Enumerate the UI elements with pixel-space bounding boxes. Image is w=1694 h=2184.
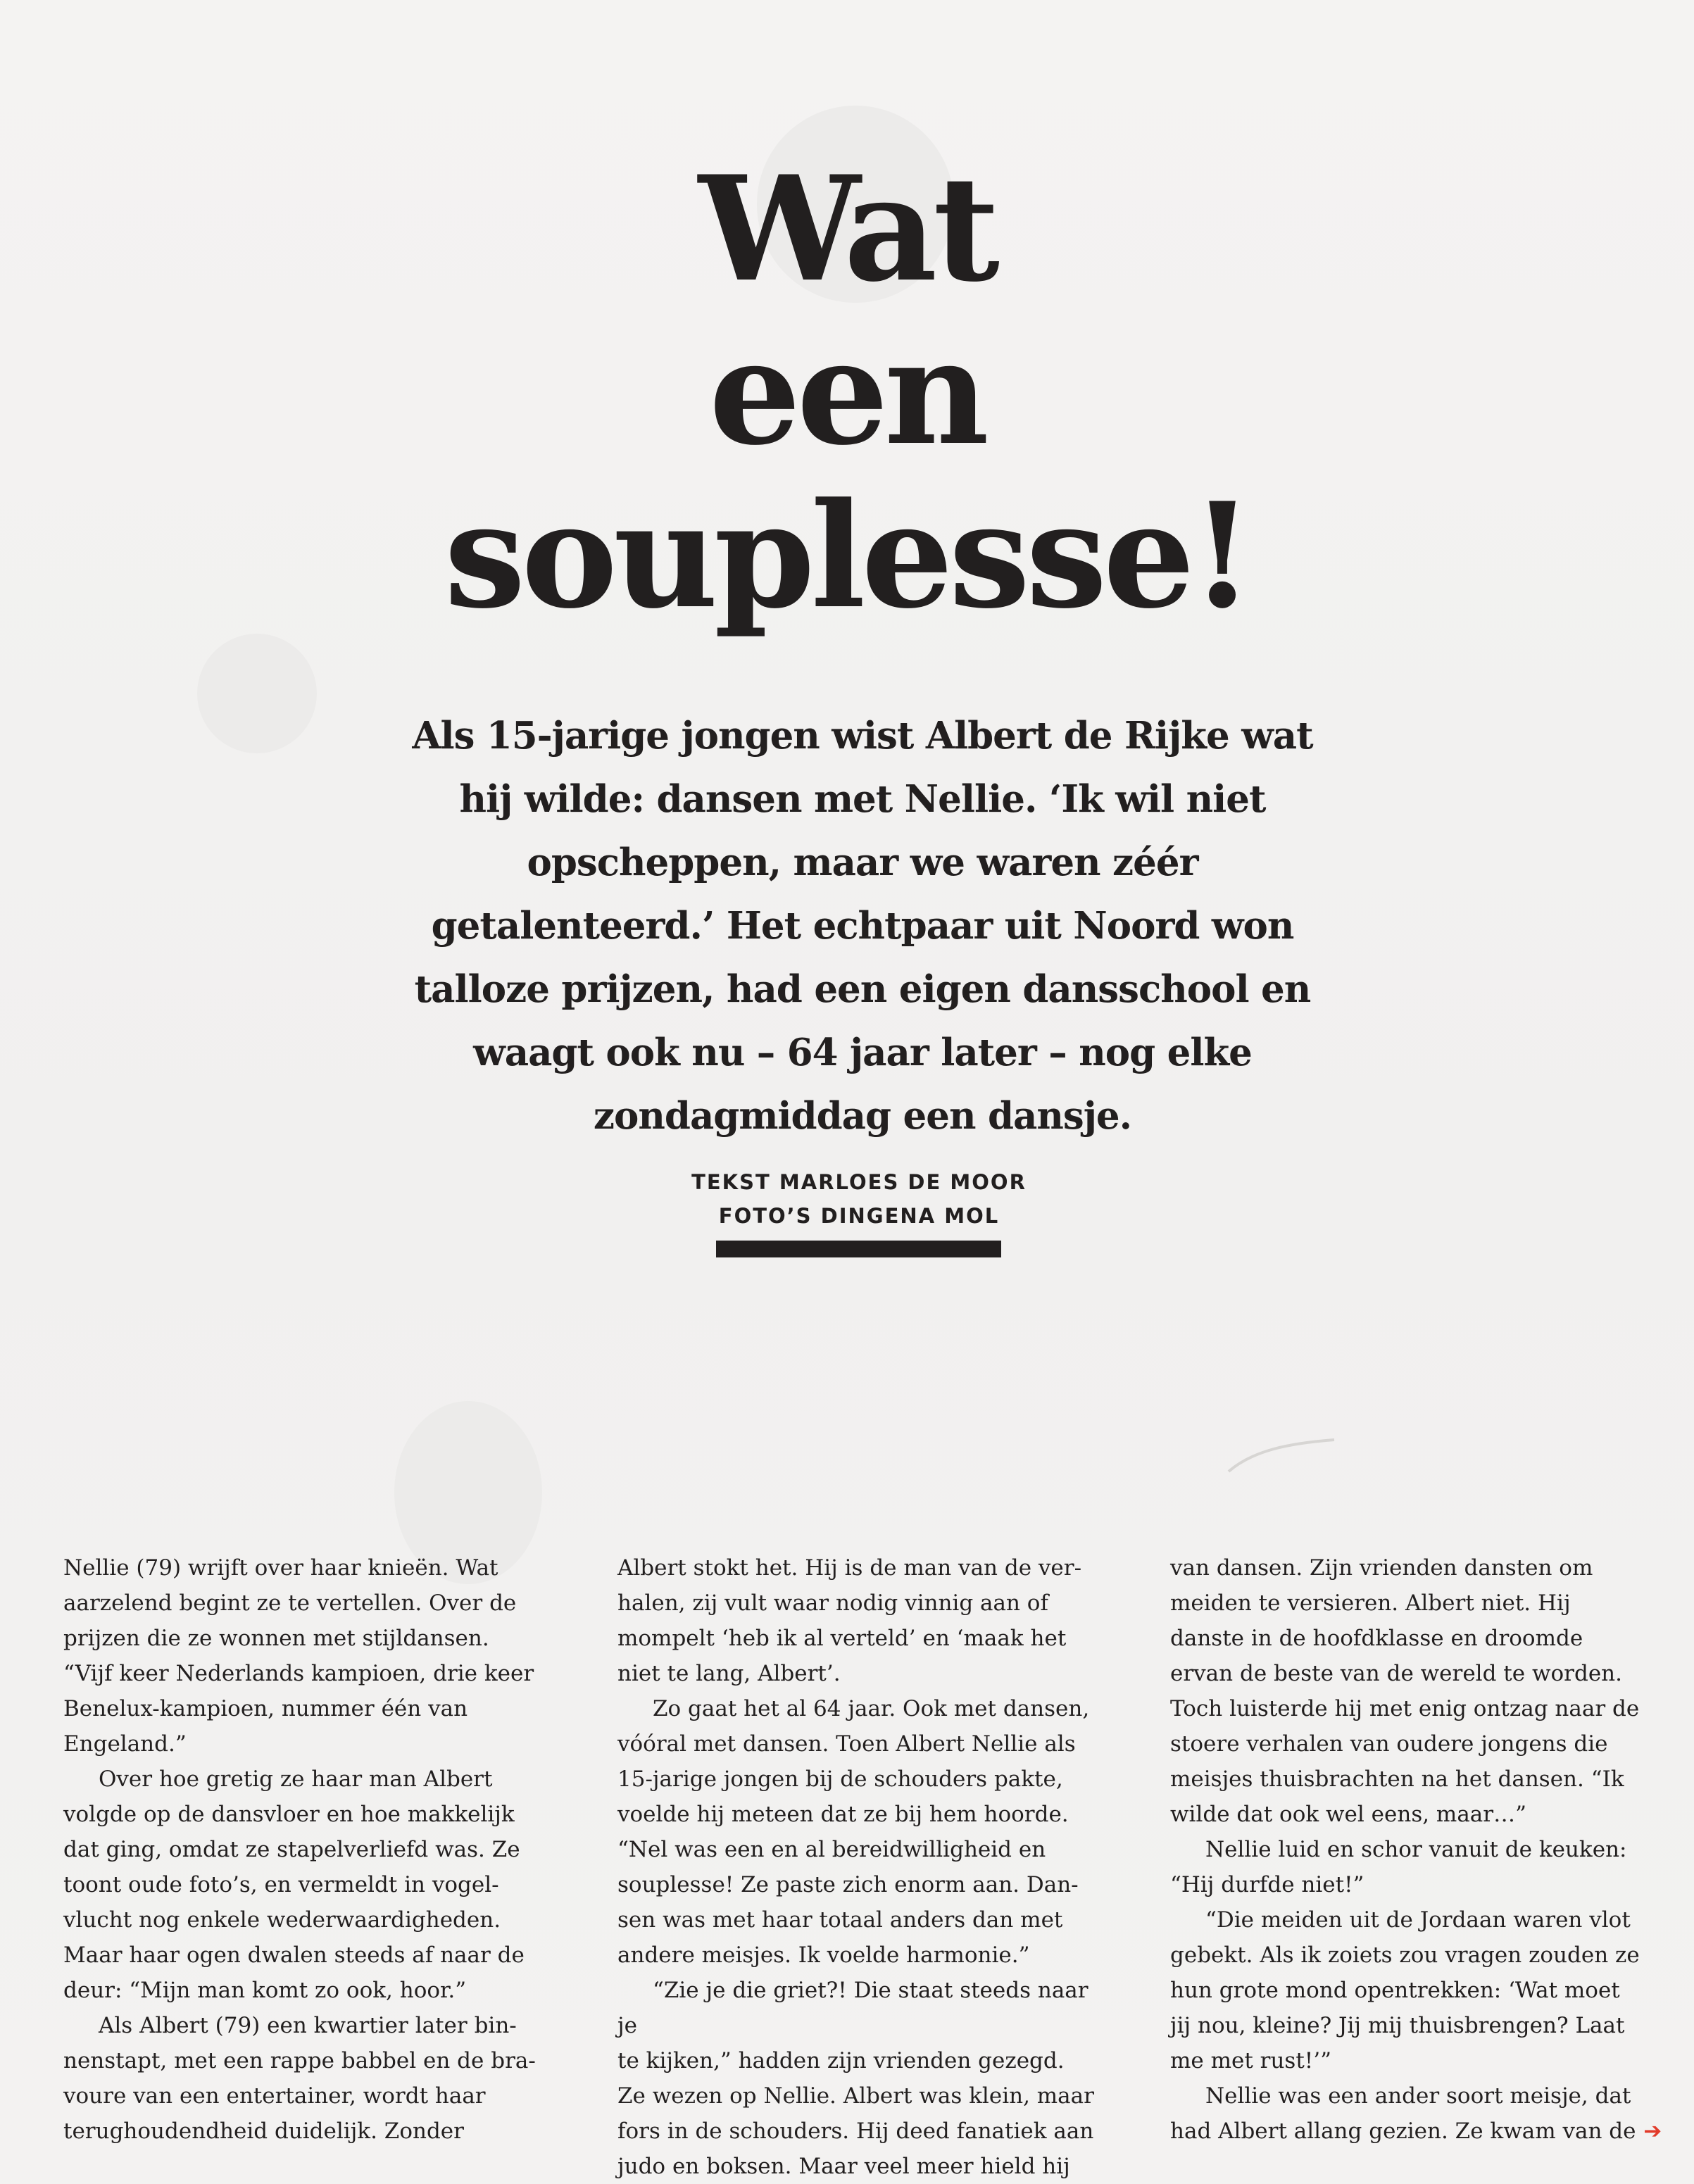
body-text-line: terughoudendheid duidelijk. Zonder [63,2119,464,2144]
body-text-line: “Vijf keer Nederlands kampioen, drie keer [63,1661,534,1686]
body-text-line: Nellie was een ander soort meisje, dat [1205,2083,1631,2109]
intro-line: hij wilde: dansen met Nellie. ‘Ik wil niet [459,777,1266,821]
body-text-line: volgde op de dansvloer en hoe makkelijk [63,1802,515,1827]
body-text-line: nenstapt, met een rappe babbel en de bra- [63,2048,536,2073]
body-text-line: had Albert allang gezien. Ze kwam van de ➔ [1170,2119,1662,2144]
body-text-line: Albert stokt het. Hij is de man van de ver- [617,1555,1082,1581]
body-text-line: halen, zij vult waar nodig vinnig aan of [617,1590,1048,1616]
intro-line: zondagmiddag een dansje. [593,1094,1132,1138]
body-text-line: “Hij durfde niet!” [1170,1872,1364,1897]
body-text-line: hun grote mond opentrekken: ‘Wat moet [1170,1978,1620,2003]
body-text-line: deur: “Mijn man komt zo ook, hoor.” [63,1978,467,2003]
headline-line: een [709,308,985,477]
body-text-line: niet te lang, Albert’. [617,1661,841,1686]
headline-line: Wat [698,145,996,314]
byline-text: TEKST MARLOES DE MOOR [691,1170,1027,1194]
intro-line: Als 15-jarige jongen wist Albert de Rijke wat [412,714,1313,758]
article-column-1 [63,1550,549,2149]
body-text-line: Ze wezen op Nellie. Albert was klein, maar [617,2083,1094,2109]
body-text-line: judo en boksen. Maar veel meer hield hij [617,2154,1070,2179]
body-text-line: voure van een entertainer, wordt haar [63,2083,486,2109]
body-text-line: Toch luisterde hij met enig ontzag naar de [1170,1696,1640,1721]
body-text-line: Nellie (79) wrijft over haar knieën. Wat [63,1555,498,1581]
body-text-line: Zo gaat het al 64 jaar. Ook met dansen, [653,1696,1090,1721]
body-text-line: van dansen. Zijn vrienden dansten om [1170,1555,1593,1581]
body-text-line: mompelt ‘heb ik al verteld’ en ‘maak het [617,1626,1067,1651]
body-text-line: stoere verhalen van oudere jongens die [1170,1731,1608,1757]
body-text-line: ervan de beste van de wereld te worden. [1170,1661,1622,1686]
intro-line: waagt ook nu – 64 jaar later – nog elke [473,1031,1252,1074]
body-text-line: dat ging, omdat ze stapelverliefd was. Ze [63,1837,520,1862]
body-text-line: aarzelend begint ze te vertellen. Over de [63,1590,517,1616]
headline-line: souplesse! [444,472,1250,641]
article-column-2 [617,1550,1103,2184]
intro-line: opscheppen, maar we waren zéér [527,841,1198,884]
body-text-line: wilde dat ook wel eens, maar…” [1170,1802,1526,1827]
body-text-line: me met rust!’” [1170,2048,1331,2073]
body-text-line: Engeland.” [63,1731,187,1757]
continue-arrow-icon: ➔ [1636,2119,1662,2144]
body-text-line: vóóral met dansen. Toen Albert Nellie als [617,1731,1076,1757]
article-column-3 [1170,1550,1663,2149]
body-text-line: meiden te versieren. Albert niet. Hij [1170,1590,1571,1616]
body-text-line: “Zie je die griet?! Die staat steeds naar je [617,1978,1088,2038]
divider-rule [716,1241,1001,1257]
body-text-line: “Nel was een en al bereidwilligheid en [617,1837,1046,1862]
body-text-line: jij nou, kleine? Jij mij thuisbrengen? Laat [1170,2013,1625,2038]
body-text-line: souplesse! Ze paste zich enorm aan. Dan- [617,1872,1079,1897]
body-text-line: Benelux-kampioen, nummer één van [63,1696,468,1721]
body-text-line: meisjes thuisbrachten na het dansen. “Ik [1170,1766,1624,1792]
body-text-line: Als Albert (79) een kwartier later bin- [99,2013,517,2038]
body-text-line: toont oude foto’s, en vermeldt in vogel- [63,1872,499,1897]
body-text-line: voelde hij meteen dat ze bij hem hoorde. [617,1802,1069,1827]
body-text-line: 15-jarige jongen bij de schouders pakte, [617,1766,1063,1792]
body-text-line: andere meisjes. Ik voelde harmonie.” [617,1943,1030,1968]
body-text-line: Over hoe gretig ze haar man Albert [99,1766,493,1792]
body-text-line: te kijken,” hadden zijn vrienden gezegd. [617,2048,1065,2073]
intro-line: talloze prijzen, had een eigen dansschool en [414,967,1311,1011]
body-text-line: gebekt. Als ik zoiets zou vragen zouden ze [1170,1943,1640,1968]
body-text-line: vlucht nog enkele wederwaardigheden. [63,1907,501,1933]
body-text-line: sen was met haar totaal anders dan met [617,1907,1063,1933]
headline [0,145,1694,641]
intro-line: getalenteerd.’ Het echtpaar uit Noord won [431,904,1294,948]
body-text-line: danste in de hoofdklasse en droomde [1170,1626,1583,1651]
showthrough-circle [197,634,317,753]
paper-crease [1225,1436,1338,1479]
body-text-line: Nellie luid en schor vanuit de keuken: [1205,1837,1627,1862]
body-text-line: prijzen die ze wonnen met stijldansen. [63,1626,489,1651]
intro-lead [394,704,1331,1148]
body-text-line: Maar haar ogen dwalen steeds af naar de [63,1943,525,1968]
body-text-line: “Die meiden uit de Jordaan waren vlot [1205,1907,1631,1933]
body-text-line: fors in de schouders. Hij deed fanatiek aan [617,2119,1094,2144]
byline [0,1165,1694,1233]
byline-photos: FOTO’S DINGENA MOL [718,1204,1000,1228]
